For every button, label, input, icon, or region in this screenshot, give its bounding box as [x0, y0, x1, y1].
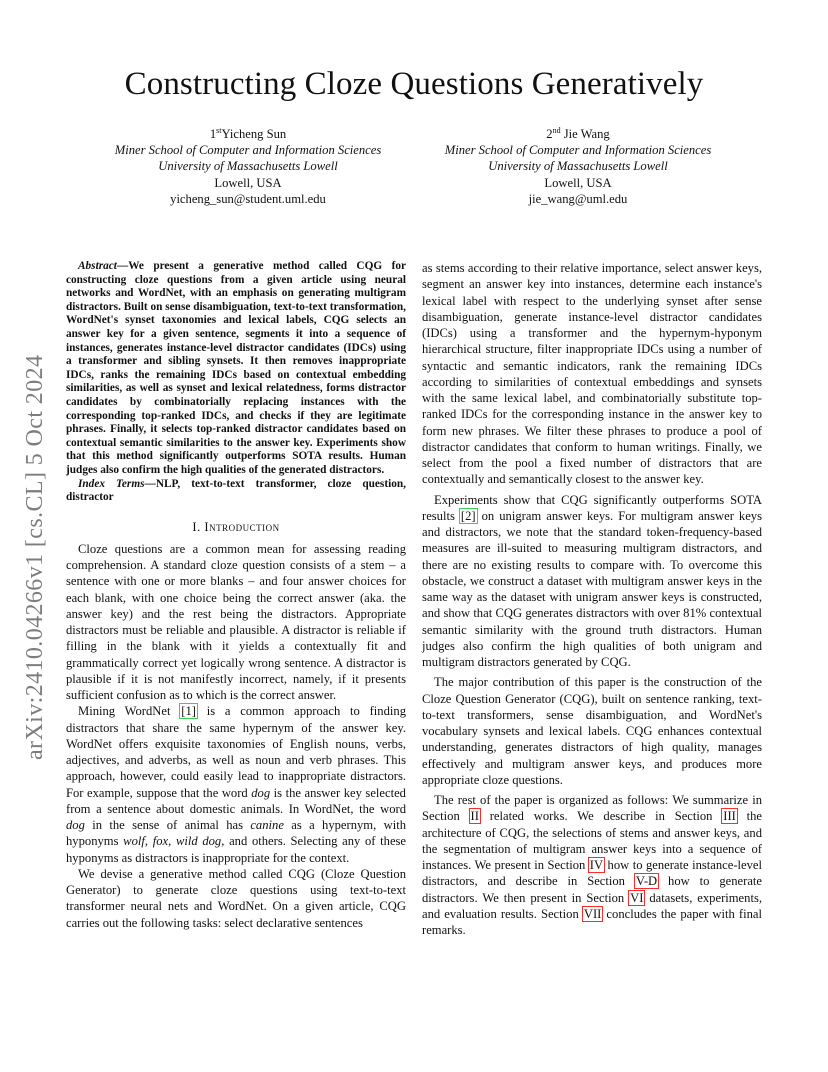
right-column — [422, 260, 762, 938]
section-ref-link[interactable]: VII — [583, 906, 602, 921]
index-terms — [66, 478, 406, 505]
arxiv-identifier-stamp[interactable]: arXiv:2410.04266v1 [cs.CL] 5 Oct 2024 — [22, 354, 48, 760]
citation-link[interactable]: [2] — [460, 508, 476, 523]
section-ref-link[interactable]: VI — [630, 890, 644, 905]
author-name: 2nd Jie Wang — [546, 126, 610, 141]
intro-paragraph-2: Mining WordNet [1] is a common approach to finding distractors that share the same hypernym of the answer key. WordNet offers exquisite taxonomies of English nouns, verbs, adjectives, and adverbs, as well as noun and verb phrases. This approach, however, could easily lead to inappropriate distractors. For example, suppose that the word dog is the answer key selected from a sentence about domestic animals. In WordNet, the word dog in the sense of animal has canine as a hypernym, with hyponyms wolf, fox, wild dog, and others. Selecting any of these hyponyms as distractors is inappropriate for the context. — [66, 704, 407, 865]
section-ref-link[interactable]: IV — [589, 858, 604, 872]
section-heading-introduction: I. Introduction — [192, 519, 280, 534]
author-university: University of Massachusetts Lowell — [158, 159, 338, 174]
intro-paragraph-6: The rest of the paper is organized as follows: We summarize in Section II related works. We describe in Section III the architecture of CQG, the selections of stems and answer keys, and the segmentation of multigram answer keys into a sequence of instances. We present in Section IV how to generate instance-level distractors, and describe in Section V-D how to generate distractors. We then present in Section VI datasets, experiments, and evaluation results. Section VII concludes the paper with final remarks. — [422, 793, 762, 937]
index-terms-text: —NLP, text-to-text transformer, cloze question, distractor — [66, 477, 406, 504]
citation-link[interactable]: [1] — [181, 704, 196, 719]
intro-paragraph-3: We devise a generative method called CQG (Cloze Question Generator) to generate cloze questions using text-to-text transformer neural nets and WordNet. On a given article, CQG carries out the following tasks: select declarative sentences — [66, 866, 406, 930]
author-email[interactable]: jie_wang@uml.edu — [528, 191, 628, 206]
left-column — [66, 260, 406, 931]
abstract — [66, 260, 406, 478]
section-ref-link[interactable]: III — [723, 809, 736, 824]
intro-paragraph-1: Cloze questions are a common mean for assessing reading comprehension. A standard cloze question consists of a stem – a sentence with one or more blanks – and four answer choices for each blank, with one choice being the correct answer (aka. the answer key) and the rest being the distractors. Appropriate distractors must be reliable and plausible. A distractor is reliable if filling in the blank with it yields a contextually fit and grammatically correct yet logically wrong sentence. A distractor is plausible if it is not manifestly incorrect, namely, if it presents sufficient confusion as to which is the correct answer. — [66, 541, 406, 703]
intro-paragraph-4: Experiments show that CQG significantly outperforms SOTA results [2] on unigram answer keys. For multigram answer keys and distractors, we note that the standard token-frequency-based measures are ill-suited to measuring multigram distractors, and there are no existing results to compare with. To overcome this obstacle, we construct a dataset with multigram answer keys in the same way as the dataset with unigram answer keys is constructed, and show that CQG generates distractors with over 81% contextual semantic similarity with the ground truth distractors. Human judges also confirm the high qualities of both unigram and multigram distractors generated by CQG. — [422, 492, 762, 669]
index-terms-label: Index Terms — [78, 477, 145, 490]
section-ref-link[interactable]: V-D — [635, 874, 658, 889]
author-affiliation: Miner School of Computer and Information Sciences — [114, 143, 382, 158]
abstract-label: Abstract — [78, 260, 117, 272]
author-location: Lowell, USA — [544, 175, 612, 190]
author-name: 1stYicheng Sun — [209, 126, 287, 141]
intro-paragraph-3-continued: as stems according to their relative importance, select answer keys, segment an answer key into instances, determine each instance's lexical label with respect to the underlying synset after sense disambiguation, generate instance-level distractor candidates (IDCs) using a transformer and the hypernym-hyponym hierarchical structure, filter inappropriate IDCs using a number of syntactic and semantic indicators, rank the remaining IDCs according to similarities of contextual embeddings and synsets with the same lexical label, and combinatorially substitute top-ranked IDCs for the corresponding instance in the answer key to form new phrases. We filter these phrases to produce a pool of distractor candidates that conform to human writings. Finally, we select from the pool a fixed number of distractors that are contextually and semantically closest to the answer key. — [422, 261, 762, 487]
section-ref-link[interactable]: II — [470, 809, 479, 824]
paper-title: Constructing Cloze Questions Generatively — [124, 66, 704, 102]
author-block-1 — [83, 126, 413, 207]
author-email[interactable]: yicheng_sun@student.uml.edu — [170, 191, 326, 206]
abstract-text: —We present a generative method called CQG for constructing cloze questions from a given article using neural networks and WordNet, with an emphasis on generating multigram distractors. Built on sense disambiguation, text-to-text transformation, WordNet's synset taxonomies and lexical labels, CQG selects an answer key for a given sentence, segments it into a sequence of instances, generates instance-level distractor candidates (IDCs) using a transformer and sibling synsets. It then removes inappropriate IDCs, ranks the remaining IDCs based on contextual embedding similarities, as well as synset and lexical relatedness, forms distractor candidates by combinatorially replacing instances with the corresponding top-ranked IDCs, and checks if they are legitimate phrases. Finally, it selects top-ranked distractor candidates based on contextual semantic similarities to the answer key. Experiments show that this method significantly outperforms SOTA results. Human judges also confirm the high qualities of the generated distractors. — [66, 260, 406, 476]
author-location: Lowell, USA — [214, 175, 282, 190]
intro-paragraph-5: The major contribution of this paper is the construction of the Cloze Question Generator (CQG), built on sentence ranking, text-to-text transformers, sense disambiguation, and WordNet's vocabulary synsets and lexical labels. CQG enhances contextual understanding, generates distractors of high quality, manages effectively and multigram answer keys, and produces more appropriate cloze questions. — [422, 675, 762, 787]
author-block-2 — [413, 126, 743, 207]
author-university: University of Massachusetts Lowell — [488, 159, 668, 174]
author-affiliation: Miner School of Computer and Information Sciences — [444, 143, 712, 158]
